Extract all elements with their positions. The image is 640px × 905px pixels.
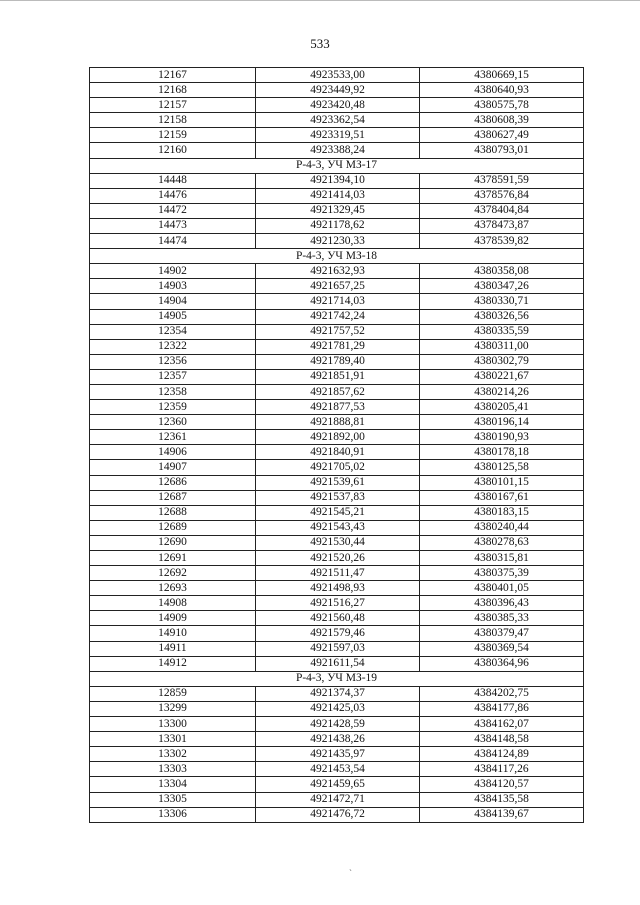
x-coordinate-cell: 4921560,48: [256, 611, 420, 626]
point-number-cell: 14909: [90, 611, 256, 626]
point-number-cell: 14902: [90, 264, 256, 279]
point-number-cell: 14905: [90, 309, 256, 324]
y-coordinate-cell: 4380101,15: [420, 475, 584, 490]
y-coordinate-cell: 4384120,57: [420, 777, 584, 792]
point-number-cell: 12361: [90, 430, 256, 445]
table-row: [90, 626, 584, 641]
y-coordinate-cell: 4380369,54: [420, 641, 584, 656]
section-header-row: [90, 671, 584, 686]
x-coordinate-cell: 4921329,45: [256, 203, 420, 218]
point-number-cell: 12360: [90, 415, 256, 430]
table-row: [90, 83, 584, 98]
y-coordinate-cell: 4380575,78: [420, 98, 584, 113]
point-number-cell: 12158: [90, 113, 256, 128]
table-row: [90, 400, 584, 415]
y-coordinate-cell: 4384148,58: [420, 732, 584, 747]
table-row: [90, 596, 584, 611]
point-number-cell: 12159: [90, 128, 256, 143]
point-number-cell: 14906: [90, 445, 256, 460]
point-number-cell: 14910: [90, 626, 256, 641]
x-coordinate-cell: 4921435,97: [256, 747, 420, 762]
x-coordinate-cell: 4921428,59: [256, 717, 420, 732]
y-coordinate-cell: 4384117,26: [420, 762, 584, 777]
table-row: [90, 611, 584, 626]
table-row: [90, 641, 584, 656]
x-coordinate-cell: 4921511,47: [256, 566, 420, 581]
table-row: [90, 792, 584, 807]
coordinates-table: [89, 67, 584, 823]
scan-speck: `: [349, 868, 352, 878]
x-coordinate-cell: 4921714,03: [256, 294, 420, 309]
y-coordinate-cell: 4380396,43: [420, 596, 584, 611]
table-row: [90, 324, 584, 339]
x-coordinate-cell: 4921781,29: [256, 339, 420, 354]
page-number: 533: [310, 36, 330, 51]
point-number-cell: 12686: [90, 475, 256, 490]
y-coordinate-cell: 4380125,58: [420, 460, 584, 475]
point-number-cell: 13303: [90, 762, 256, 777]
y-coordinate-cell: 4384177,86: [420, 701, 584, 716]
x-coordinate-cell: 4921438,26: [256, 732, 420, 747]
table-row: [90, 505, 584, 520]
point-number-cell: 13301: [90, 732, 256, 747]
y-coordinate-cell: 4380401,05: [420, 581, 584, 596]
y-coordinate-cell: 4384139,67: [420, 807, 584, 822]
y-coordinate-cell: 4384202,75: [420, 686, 584, 701]
point-number-cell: 12859: [90, 686, 256, 701]
point-number-cell: 14904: [90, 294, 256, 309]
table-row: [90, 747, 584, 762]
table-row: [90, 68, 584, 83]
x-coordinate-cell: 4923420,48: [256, 98, 420, 113]
point-number-cell: 12322: [90, 339, 256, 354]
table-row: [90, 143, 584, 158]
x-coordinate-cell: 4921472,71: [256, 792, 420, 807]
x-coordinate-cell: 4921579,46: [256, 626, 420, 641]
point-number-cell: 14448: [90, 173, 256, 188]
coordinates-table-body: [90, 68, 584, 823]
y-coordinate-cell: 4380375,39: [420, 566, 584, 581]
table-row: [90, 128, 584, 143]
point-number-cell: 14912: [90, 656, 256, 671]
y-coordinate-cell: 4380167,61: [420, 490, 584, 505]
y-coordinate-cell: 4384135,58: [420, 792, 584, 807]
section-header-row: [90, 249, 584, 264]
table-row: [90, 535, 584, 550]
x-coordinate-cell: 4921543,43: [256, 520, 420, 535]
point-number-cell: 12157: [90, 98, 256, 113]
table-row: [90, 415, 584, 430]
y-coordinate-cell: 4380347,26: [420, 279, 584, 294]
point-number-cell: 14911: [90, 641, 256, 656]
table-row: [90, 339, 584, 354]
y-coordinate-cell: 4380364,96: [420, 656, 584, 671]
point-number-cell: 12689: [90, 520, 256, 535]
x-coordinate-cell: 4921178,62: [256, 218, 420, 233]
y-coordinate-cell: 4380240,44: [420, 520, 584, 535]
x-coordinate-cell: 4921530,44: [256, 535, 420, 550]
y-coordinate-cell: 4380326,56: [420, 309, 584, 324]
y-coordinate-cell: 4384162,07: [420, 717, 584, 732]
table-row: [90, 551, 584, 566]
table-row: [90, 384, 584, 399]
x-coordinate-cell: 4921414,03: [256, 188, 420, 203]
x-coordinate-cell: 4921789,40: [256, 354, 420, 369]
y-coordinate-cell: 4378473,87: [420, 218, 584, 233]
table-row: [90, 188, 584, 203]
section-header-row: [90, 158, 584, 173]
y-coordinate-cell: 4380315,81: [420, 551, 584, 566]
point-number-cell: 13306: [90, 807, 256, 822]
point-number-cell: 13299: [90, 701, 256, 716]
point-number-cell: 12692: [90, 566, 256, 581]
table-row: [90, 777, 584, 792]
y-coordinate-cell: 4380358,08: [420, 264, 584, 279]
x-coordinate-cell: 4921632,93: [256, 264, 420, 279]
y-coordinate-cell: 4380178,18: [420, 445, 584, 460]
y-coordinate-cell: 4380640,93: [420, 83, 584, 98]
point-number-cell: 14907: [90, 460, 256, 475]
x-coordinate-cell: 4921705,02: [256, 460, 420, 475]
x-coordinate-cell: 4921374,37: [256, 686, 420, 701]
table-row: [90, 581, 584, 596]
y-coordinate-cell: 4380793,01: [420, 143, 584, 158]
x-coordinate-cell: 4921539,61: [256, 475, 420, 490]
x-coordinate-cell: 4921611,54: [256, 656, 420, 671]
point-number-cell: 12168: [90, 83, 256, 98]
point-number-cell: 12691: [90, 551, 256, 566]
point-number-cell: 12358: [90, 384, 256, 399]
point-number-cell: 12690: [90, 535, 256, 550]
x-coordinate-cell: 4921877,53: [256, 400, 420, 415]
table-row: [90, 309, 584, 324]
y-coordinate-cell: 4380311,00: [420, 339, 584, 354]
x-coordinate-cell: 4921520,26: [256, 551, 420, 566]
table-row: [90, 279, 584, 294]
x-coordinate-cell: 4921498,93: [256, 581, 420, 596]
point-number-cell: 14908: [90, 596, 256, 611]
x-coordinate-cell: 4923449,92: [256, 83, 420, 98]
table-row: [90, 294, 584, 309]
table-row: [90, 686, 584, 701]
y-coordinate-cell: 4380190,93: [420, 430, 584, 445]
table-row: [90, 98, 584, 113]
point-number-cell: 14476: [90, 188, 256, 203]
table-row: [90, 430, 584, 445]
table-row: [90, 445, 584, 460]
table-row: [90, 234, 584, 249]
point-number-cell: 13305: [90, 792, 256, 807]
x-coordinate-cell: 4921476,72: [256, 807, 420, 822]
x-coordinate-cell: 4923533,00: [256, 68, 420, 83]
x-coordinate-cell: 4921857,62: [256, 384, 420, 399]
point-number-cell: 12693: [90, 581, 256, 596]
scan-top-edge: [0, 0, 640, 1]
table-row: [90, 173, 584, 188]
point-number-cell: 14903: [90, 279, 256, 294]
y-coordinate-cell: 4380627,49: [420, 128, 584, 143]
y-coordinate-cell: 4380385,33: [420, 611, 584, 626]
x-coordinate-cell: 4921537,83: [256, 490, 420, 505]
y-coordinate-cell: 4380330,71: [420, 294, 584, 309]
point-number-cell: 13302: [90, 747, 256, 762]
x-coordinate-cell: 4921230,33: [256, 234, 420, 249]
y-coordinate-cell: 4378404,84: [420, 203, 584, 218]
point-number-cell: 12356: [90, 354, 256, 369]
table-row: [90, 218, 584, 233]
point-number-cell: 14472: [90, 203, 256, 218]
section-title: Р-4-3, УЧ МЗ-17: [90, 158, 584, 173]
section-title: Р-4-3, УЧ МЗ-18: [90, 249, 584, 264]
point-number-cell: 13304: [90, 777, 256, 792]
y-coordinate-cell: 4380379,47: [420, 626, 584, 641]
table-row: [90, 354, 584, 369]
x-coordinate-cell: 4923319,51: [256, 128, 420, 143]
x-coordinate-cell: 4923388,24: [256, 143, 420, 158]
point-number-cell: 12359: [90, 400, 256, 415]
y-coordinate-cell: 4380196,14: [420, 415, 584, 430]
point-number-cell: 12357: [90, 369, 256, 384]
point-number-cell: 14474: [90, 234, 256, 249]
x-coordinate-cell: 4921840,91: [256, 445, 420, 460]
x-coordinate-cell: 4921394,10: [256, 173, 420, 188]
table-row: [90, 807, 584, 822]
table-row: [90, 656, 584, 671]
y-coordinate-cell: 4380278,63: [420, 535, 584, 550]
point-number-cell: 12688: [90, 505, 256, 520]
x-coordinate-cell: 4921453,54: [256, 762, 420, 777]
y-coordinate-cell: 4384124,89: [420, 747, 584, 762]
x-coordinate-cell: 4921757,52: [256, 324, 420, 339]
y-coordinate-cell: 4380214,26: [420, 384, 584, 399]
table-row: [90, 369, 584, 384]
table-row: [90, 701, 584, 716]
table-row: [90, 732, 584, 747]
x-coordinate-cell: 4921892,00: [256, 430, 420, 445]
table-row: [90, 566, 584, 581]
x-coordinate-cell: 4921425,03: [256, 701, 420, 716]
y-coordinate-cell: 4380335,59: [420, 324, 584, 339]
point-number-cell: 13300: [90, 717, 256, 732]
y-coordinate-cell: 4380669,15: [420, 68, 584, 83]
table-row: [90, 520, 584, 535]
x-coordinate-cell: 4921657,25: [256, 279, 420, 294]
y-coordinate-cell: 4378539,82: [420, 234, 584, 249]
table-row: [90, 475, 584, 490]
y-coordinate-cell: 4378576,84: [420, 188, 584, 203]
point-number-cell: 12687: [90, 490, 256, 505]
table-row: [90, 717, 584, 732]
table-row: [90, 490, 584, 505]
table-row: [90, 264, 584, 279]
y-coordinate-cell: 4380302,79: [420, 354, 584, 369]
y-coordinate-cell: 4380608,39: [420, 113, 584, 128]
table-row: [90, 762, 584, 777]
y-coordinate-cell: 4380205,41: [420, 400, 584, 415]
x-coordinate-cell: 4921459,65: [256, 777, 420, 792]
x-coordinate-cell: 4921545,21: [256, 505, 420, 520]
x-coordinate-cell: 4921516,27: [256, 596, 420, 611]
x-coordinate-cell: 4921742,24: [256, 309, 420, 324]
x-coordinate-cell: 4921851,91: [256, 369, 420, 384]
y-coordinate-cell: 4380183,15: [420, 505, 584, 520]
y-coordinate-cell: 4380221,67: [420, 369, 584, 384]
point-number-cell: 12160: [90, 143, 256, 158]
point-number-cell: 12354: [90, 324, 256, 339]
table-row: [90, 113, 584, 128]
point-number-cell: 14473: [90, 218, 256, 233]
point-number-cell: 12167: [90, 68, 256, 83]
x-coordinate-cell: 4921888,81: [256, 415, 420, 430]
section-title: Р-4-3, УЧ МЗ-19: [90, 671, 584, 686]
x-coordinate-cell: 4923362,54: [256, 113, 420, 128]
y-coordinate-cell: 4378591,59: [420, 173, 584, 188]
table-row: [90, 460, 584, 475]
x-coordinate-cell: 4921597,03: [256, 641, 420, 656]
table-row: [90, 203, 584, 218]
